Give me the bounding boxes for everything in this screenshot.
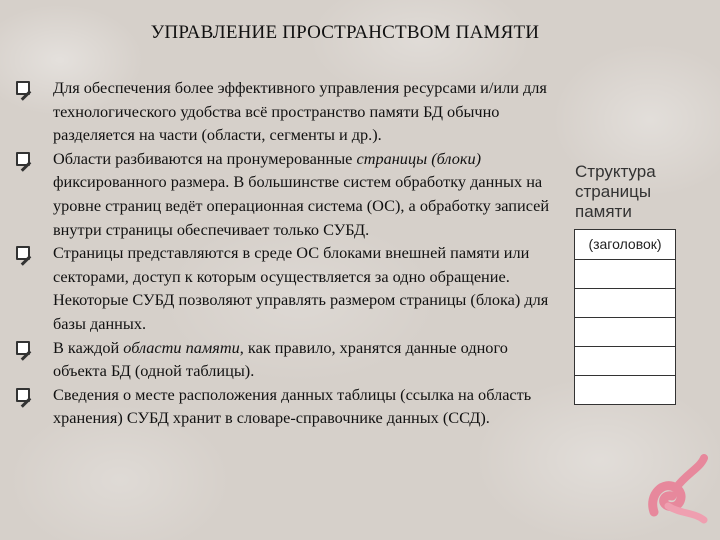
bullet-text: Страницы представляются в среде ОС блоками внешней памяти или секторами, доступ к которым осуществляется за одно обращение. Некоторые СУБД позволяют управлять размером страницы (блока) для базы данных. xyxy=(53,243,549,333)
caption-line-3: памяти xyxy=(575,202,632,221)
bullet-item xyxy=(16,147,556,241)
checkbox-square-icon xyxy=(16,388,30,402)
bullet-text: фиксированного размера. В большинстве систем обработку данных на уровне страниц ведёт операционная система (ОС), а обработку записей внутри страницы обеспечивает только СУБД. xyxy=(53,172,550,239)
checkbox-square-icon xyxy=(16,341,30,355)
page-structure-diagram xyxy=(574,229,676,405)
bullet-list xyxy=(16,76,556,430)
bullet-text: Области разбиваются на пронумерованные xyxy=(53,148,357,168)
slide-title xyxy=(0,22,720,44)
caption-line-1: Структура xyxy=(575,162,656,181)
bullet-item xyxy=(16,241,556,335)
bullet-text: Сведения о месте расположения данных таблицы (ссылка на область хранения) СУБД хранит в словаре-справочнике данных (ССД). xyxy=(53,384,532,428)
page-record-cell xyxy=(575,318,675,347)
bullet-item xyxy=(16,76,556,147)
bullet-italic-text: области памяти xyxy=(123,337,240,357)
page-header-cell: (заголовок) xyxy=(575,230,675,260)
bullet-text: В каждой xyxy=(53,337,124,357)
slide-title-text: УПРАВЛЕНИЕ ПРОСТРАНСТВОМ ПАМЯТИ xyxy=(150,22,540,43)
bullet-text: , как правило, хранятся данные одного объекта БД (одной таблицы). xyxy=(53,337,508,381)
checkbox-square-icon xyxy=(16,152,30,166)
page-record-cell xyxy=(575,289,675,318)
page-record-cell xyxy=(575,347,675,376)
bullet-item xyxy=(16,336,556,383)
bullet-item xyxy=(16,383,556,430)
pink-ribbon-icon xyxy=(646,454,708,524)
page-structure-caption xyxy=(575,162,656,222)
page-record-cell xyxy=(575,376,675,404)
checkbox-square-icon xyxy=(16,81,30,95)
caption-line-2: страницы xyxy=(575,182,652,201)
bullet-italic-text: страницы (блоки) xyxy=(356,148,482,168)
checkbox-square-icon xyxy=(16,246,30,260)
bullet-text: Для обеспечения более эффективного управления ресурсами и/или для технологического удобства всё пространство памяти БД обычно разделяется на части (области, сегменты и др.). xyxy=(53,78,547,145)
page-record-cell xyxy=(575,260,675,289)
